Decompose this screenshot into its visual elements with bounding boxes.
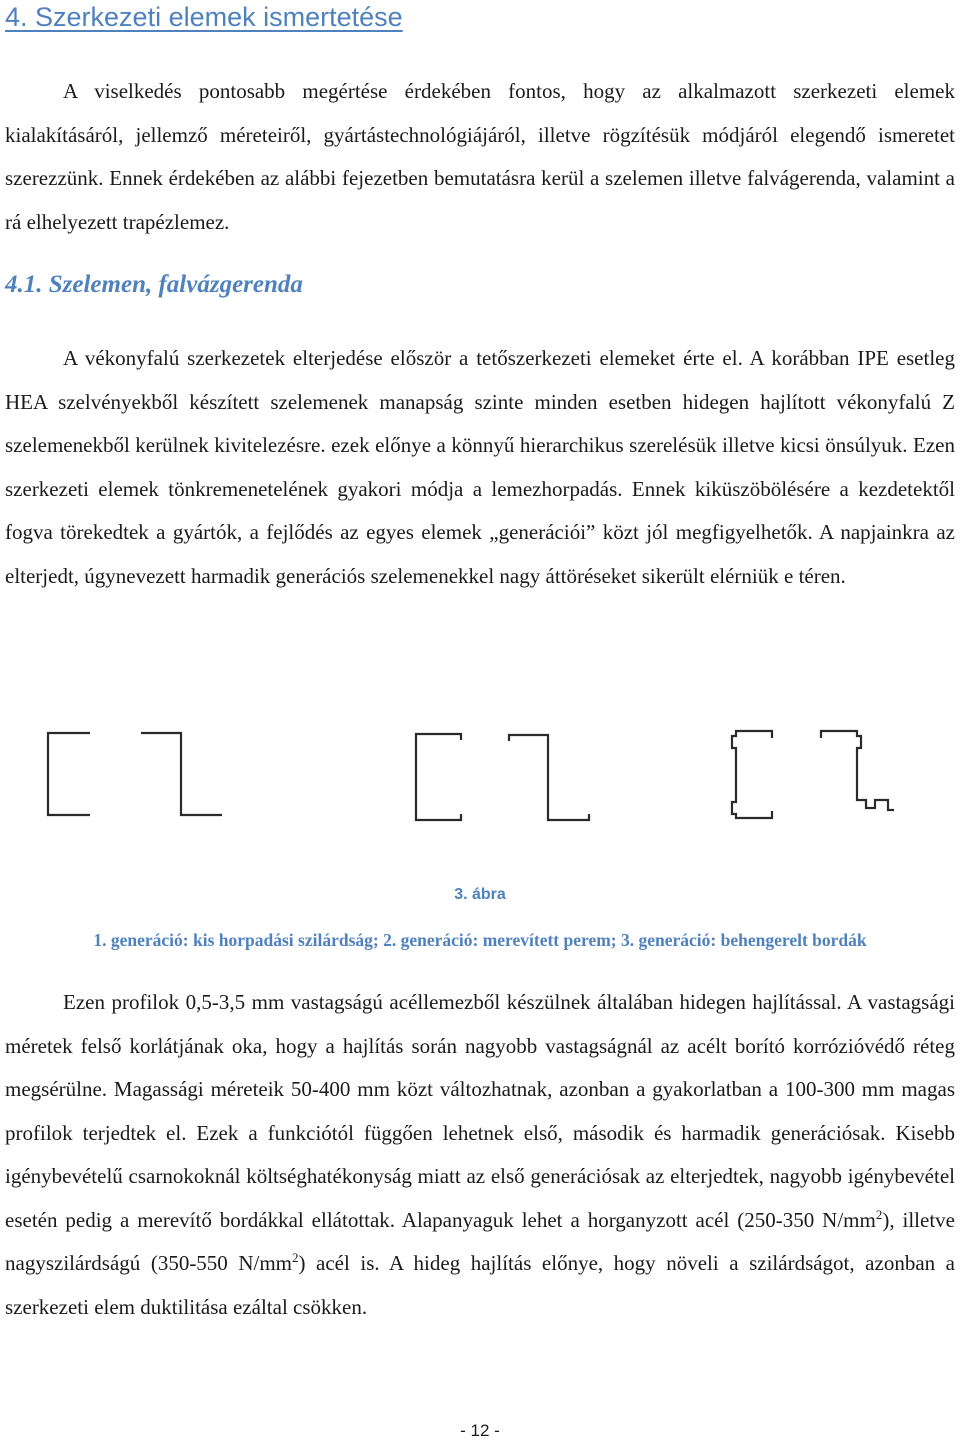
gen2-z-profile [509, 735, 589, 820]
intro-paragraph: A viselkedés pontosabb megértése érdekében fontos, hogy az alkalmazott szerkezeti elemek kialakításáról, jellemző méreteiről, gyártástechnológiájáról, illetve rögzítésük módjáról elegendő ismeretet szerezzünk. Ennek érdekében az alábbi fejezetben bemutatásra kerül a szelemen illetve falvágerenda, valamint a rá elhelyezett trapézlemez. [5, 79, 955, 234]
gen1-z-profile [141, 733, 222, 815]
purlin-paragraph: A vékonyfalú szerkezetek elterjedése először a tetőszerkezeti elemeket érte el. A korábban IPE esetleg HEA szelvényekből készített szelemenek manapság szinte minden esetben hidegen hajlított vékonyfalú Z szelemenekből kerülnek kivitelezésre. ezek előnye a könnyű hierarchikus szerelésük illetve kicsi önsúlyuk. Ezen szerkezeti elemek tönkremenetelének gyakori módja a lemezhorpadás. Ennek kiküszöbölésére a kezdetektől fogva törekedtek a gyártók, a fejlődés az egyes elemek „generációi” közt jól megfigyelhetők. A napjainkra az elterjedt, úgynevezett harmadik generációs szelemenekkel nagy áttöréseket sikerült elérniük e téren. [5, 346, 955, 588]
para3-text-2: ), illetve nagyszilárdságú (350-550 N/mm [5, 1207, 955, 1275]
gen3-z-profile [821, 731, 894, 810]
unit-exponent-2: 2 [292, 1250, 299, 1265]
figure-number: 3. ábra [454, 886, 506, 903]
figure-caption: 1. generáció: kis horpadási szilárdság; 2. generáció: merevített perem; 3. generáció: behengerelt bordák [93, 930, 867, 950]
purlin-profiles-figure [0, 722, 960, 832]
manufacturing-paragraph [5, 981, 955, 1329]
para3-text-1: Ezen profilok 0,5-3,5 mm vastagságú acéllemezből készülnek általában hidegen hajlítással. A vastagsági méretek felső korlátjának oka, hogy a hajlítás során nagyobb vastagságnál az acélt borító korrózióvédő réteg megsérülne. Magassági méreteik 50-400 mm közt változhatnak, azonban a gyakorlatban a 100-300 mm magas profilok terjedtek el. Ezek a funkciótól függően lehetnek első, második és harmadik generációsak. Kisebb igénybevételű csarnokoknál költséghatékonyság miatt az első generációsak az elterjedtek, nagyobb igénybevétel esetén pedig a merevítő bordákkal ellátottak. Alapanyaguk lehet a horganyzott acél (250-350 N/mm [5, 990, 955, 1232]
gen3-c-profile [732, 731, 772, 818]
section-heading: 4. Szerkezeti elemek ismertetése [5, 2, 403, 32]
page-number: - 12 - [460, 1421, 500, 1440]
unit-exponent-1: 2 [875, 1206, 883, 1222]
subsection-heading: 4.1. Szelemen, falvázgerenda [5, 271, 303, 298]
para3-text-3: ) acél is. A hideg hajlítás előnye, hogy növeli a szilárdságot, azonban a szerkezeti elem duktilitása ezáltal csökken. [5, 1251, 955, 1319]
gen2-c-profile [416, 734, 461, 820]
gen1-c-profile [48, 733, 90, 815]
